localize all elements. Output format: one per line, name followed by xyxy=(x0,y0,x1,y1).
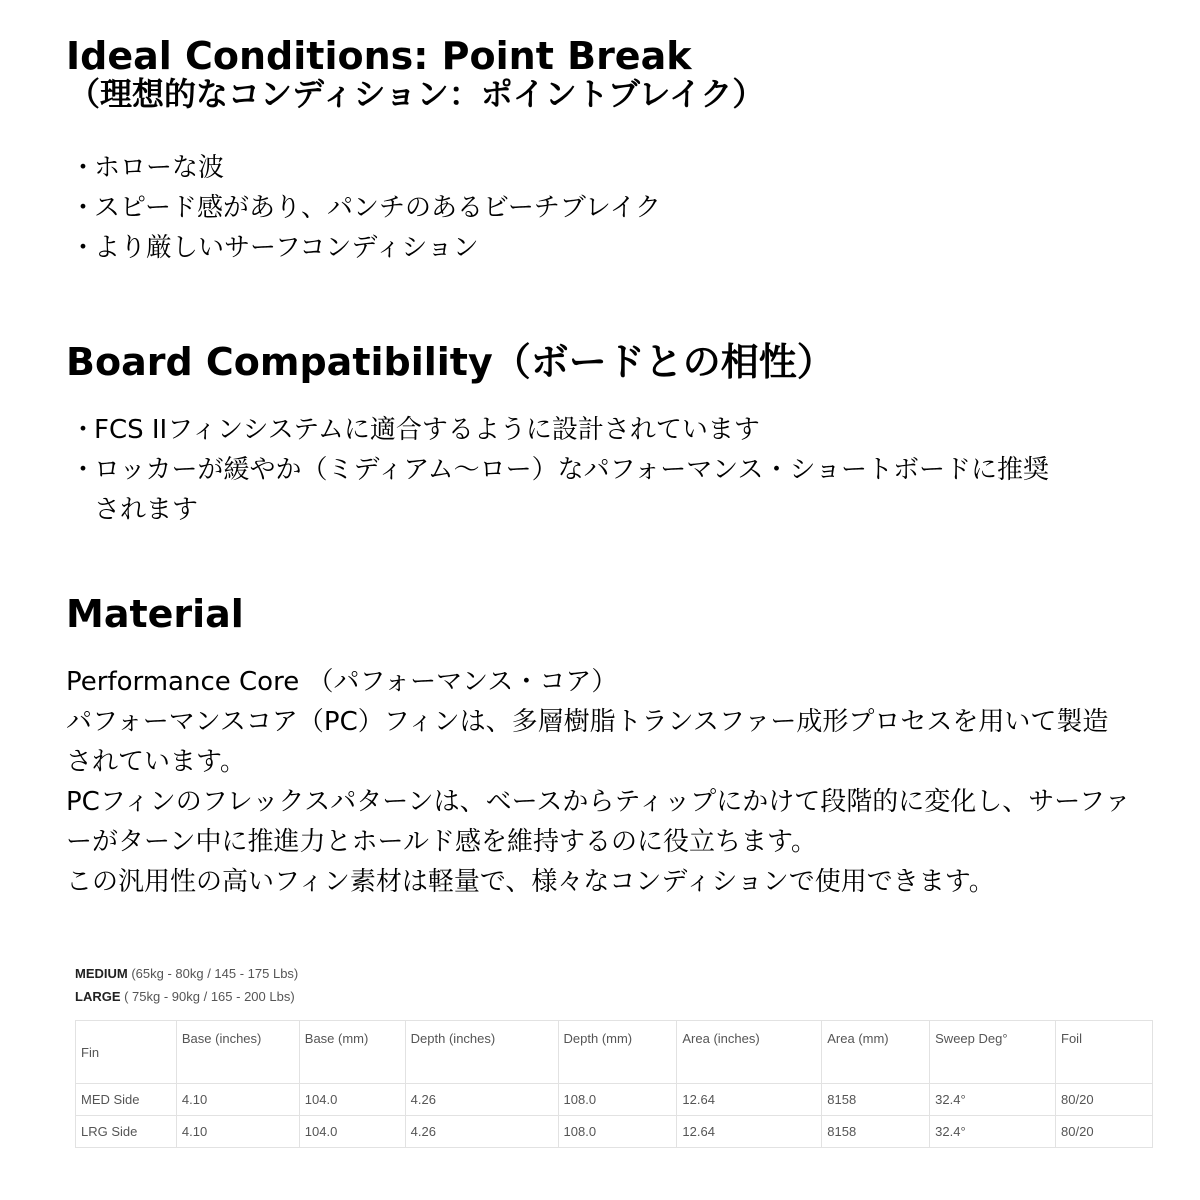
list-item-text: FCS IIフィンシステムに適合するように設計されています xyxy=(94,415,760,445)
size-medium-range: (65kg - 80kg / 145 - 175 Lbs) xyxy=(127,966,299,981)
table-cell: 32.4° xyxy=(930,1084,1056,1116)
board-compat-title: Board Compatibility（ボードとの相性） xyxy=(66,340,835,384)
table-cell: 80/20 xyxy=(1056,1116,1153,1148)
list-item xyxy=(66,228,1166,268)
fin-spec-table xyxy=(75,1020,1153,1148)
size-large-range: ( 75kg - 90kg / 165 - 200 Lbs) xyxy=(120,989,295,1004)
bullet-dot: ・ xyxy=(70,233,97,263)
list-item-text: ホローな波 xyxy=(94,153,225,183)
table-cell: 12.64 xyxy=(677,1116,822,1148)
material-title: Material xyxy=(66,592,244,636)
table-cell: 104.0 xyxy=(299,1084,405,1116)
table-cell: 4.26 xyxy=(405,1084,558,1116)
ideal-conditions-list-wrap xyxy=(66,148,1166,268)
table-cell: LRG Side xyxy=(76,1116,177,1148)
table-row xyxy=(76,1084,1153,1116)
material-line: PCフィンのフレックスパターンは、ベースからティップにかけて段階的に変化し、サーファーがターン中に推進力とホールド感を維持するのに役立ちます。 xyxy=(66,787,1131,857)
list-item xyxy=(66,148,1166,188)
col-header: Fin xyxy=(76,1021,177,1084)
size-large xyxy=(75,985,1153,1008)
col-header: Depth (inches) xyxy=(405,1021,558,1084)
table-cell: 12.64 xyxy=(677,1084,822,1116)
list-item-text: スピード感があり、パンチのあるビーチブレイク xyxy=(94,193,662,223)
table-cell: 4.26 xyxy=(405,1116,558,1148)
ideal-conditions-list xyxy=(66,148,1166,268)
material-line: この汎用性の高いフィン素材は軽量で、様々なコンディションで使用できます。 xyxy=(66,867,995,897)
board-compat-list-wrap xyxy=(66,410,1066,530)
board-compat-section xyxy=(66,342,1166,382)
list-item-text: ロッカーが緩やか（ミディアム〜ロー）なパフォーマンス・ショートボードに推奨されます xyxy=(94,455,1049,525)
bullet-dot: ・ xyxy=(70,455,97,485)
table-header-row xyxy=(76,1021,1153,1084)
col-header: Sweep Deg° xyxy=(930,1021,1056,1084)
col-header: Depth (mm) xyxy=(558,1021,677,1084)
col-header: Foil xyxy=(1056,1021,1153,1084)
table-cell: 4.10 xyxy=(176,1116,299,1148)
size-medium xyxy=(75,962,1153,985)
ideal-conditions-subtitle: （理想的なコンディション：ポイントブレイク） xyxy=(68,75,765,113)
col-header: Base (inches) xyxy=(176,1021,299,1084)
size-medium-label: MEDIUM xyxy=(75,966,128,981)
col-header: Base (mm) xyxy=(299,1021,405,1084)
material-line: パフォーマンスコア（PC）フィンは、多層樹脂トランスファー成形プロセスを用いて製造されています。 xyxy=(66,707,1109,777)
material-body xyxy=(66,662,1134,902)
col-header: Area (inches) xyxy=(677,1021,822,1084)
table-row xyxy=(76,1116,1153,1148)
bullet-dot: ・ xyxy=(70,193,97,223)
table-cell: MED Side xyxy=(76,1084,177,1116)
board-compat-list xyxy=(66,410,1066,530)
fin-spec-block xyxy=(75,962,1153,1148)
list-item xyxy=(66,410,1066,450)
list-item xyxy=(66,450,1066,530)
table-cell: 8158 xyxy=(822,1084,930,1116)
col-header: Area (mm) xyxy=(822,1021,930,1084)
table-cell: 32.4° xyxy=(930,1116,1056,1148)
table-cell: 108.0 xyxy=(558,1116,677,1148)
list-item xyxy=(66,188,1166,228)
table-cell: 8158 xyxy=(822,1116,930,1148)
size-large-label: LARGE xyxy=(75,989,121,1004)
material-section xyxy=(66,594,1166,634)
ideal-conditions-section xyxy=(66,36,1166,112)
ideal-conditions-title: Ideal Conditions: Point Break xyxy=(66,34,692,78)
table-cell: 108.0 xyxy=(558,1084,677,1116)
bullet-dot: ・ xyxy=(70,415,97,445)
list-item-text: より厳しいサーフコンディション xyxy=(94,233,479,263)
bullet-dot: ・ xyxy=(70,153,97,183)
material-line: Performance Core （パフォーマンス・コア） xyxy=(66,667,618,697)
table-cell: 4.10 xyxy=(176,1084,299,1116)
table-cell: 80/20 xyxy=(1056,1084,1153,1116)
table-cell: 104.0 xyxy=(299,1116,405,1148)
